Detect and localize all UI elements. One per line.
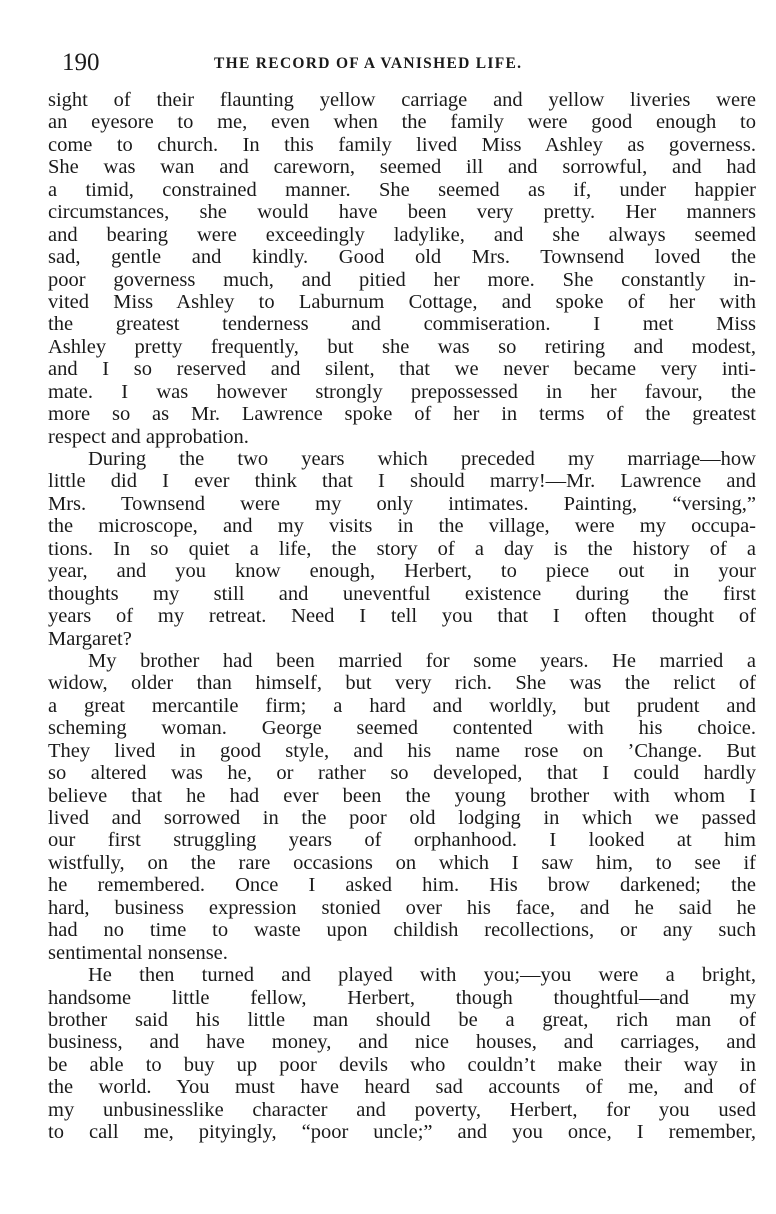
text-line: an eyesore to me, even when the family were good enough to bbox=[48, 111, 756, 134]
page-number: 190 bbox=[62, 49, 100, 76]
text-line: mate. I was however strongly prepossessed in her favour, the bbox=[48, 380, 756, 403]
text-line: little did I ever think that I should marry!—Mr. Lawrence and bbox=[48, 470, 756, 493]
text-line: a great mercantile firm; a hard and worldly, but prudent and bbox=[48, 694, 756, 717]
text-line: had no time to waste upon childish recollections, or any such bbox=[48, 919, 756, 942]
text-line: years of my retreat. Need I tell you that I often thought of bbox=[48, 605, 756, 628]
text-line: wistfully, on the rare occasions on which I saw him, to see if bbox=[48, 851, 756, 874]
text-line: scheming woman. George seemed contented with his choice. bbox=[48, 717, 756, 740]
body-text bbox=[48, 89, 756, 1144]
text-line: brother said his little man should be a great, rich man of bbox=[48, 1008, 756, 1031]
text-line: more so as Mr. Lawrence spoke of her in terms of the greatest bbox=[48, 403, 756, 426]
text-line: sight of their flaunting yellow carriage and yellow liveries were bbox=[48, 89, 756, 111]
text-line: be able to buy up poor devils who couldn’t make their way in bbox=[48, 1053, 756, 1076]
paragraph-start-line: My brother had been married for some years. He married a bbox=[88, 649, 756, 672]
text-line: to call me, pityingly, “poor uncle;” and you once, I remember, bbox=[48, 1121, 756, 1144]
text-line: poor governess much, and pitied her more. She constantly in- bbox=[48, 268, 756, 291]
text-line: our first struggling years of orphanhood. I looked at him bbox=[48, 829, 756, 852]
running-title: THE RECORD OF A VANISHED LIFE. bbox=[214, 55, 523, 72]
text-line: year, and you know enough, Herbert, to piece out in your bbox=[48, 560, 756, 583]
text-line: the greatest tenderness and commiseration. I met Miss bbox=[48, 313, 756, 336]
text-line: She was wan and careworn, seemed ill and sorrowful, and had bbox=[48, 156, 756, 179]
text-line: Ashley pretty frequently, but she was so retiring and modest, bbox=[48, 335, 756, 358]
text-line: Margaret? bbox=[48, 627, 132, 650]
text-line: handsome little fellow, Herbert, though thoughtful—and my bbox=[48, 986, 756, 1009]
text-line: sad, gentle and kindly. Good old Mrs. Townsend loved the bbox=[48, 246, 756, 269]
text-line: he remembered. Once I asked him. His brow darkened; the bbox=[48, 874, 756, 897]
text-line: vited Miss Ashley to Laburnum Cottage, and spoke of her with bbox=[48, 290, 756, 313]
text-line: a timid, constrained manner. She seemed as if, under happier bbox=[48, 178, 756, 201]
text-line: tions. In so quiet a life, the story of a day is the history of a bbox=[48, 537, 756, 560]
text-line: lived and sorrowed in the poor old lodging in which we passed bbox=[48, 807, 756, 829]
paragraph-start-line: He then turned and played with you;—you were a bright, bbox=[88, 964, 756, 987]
text-line: Mrs. Townsend were my only intimates. Painting, “versing,” bbox=[48, 492, 756, 515]
text-line: come to church. In this family lived Miss Ashley as governess. bbox=[48, 133, 756, 156]
text-line: my unbusinesslike character and poverty, Herbert, for you used bbox=[48, 1098, 756, 1121]
text-line: the microscope, and my visits in the village, were my occupa- bbox=[48, 515, 756, 538]
paragraph-start-line: During the two years which preceded my marriage—how bbox=[88, 448, 756, 470]
text-line: respect and approbation. bbox=[48, 425, 249, 448]
text-line: believe that he had ever been the young brother with whom I bbox=[48, 784, 756, 807]
page-header bbox=[62, 48, 762, 78]
text-line: and bearing were exceedingly ladylike, and she always seemed bbox=[48, 223, 756, 246]
text-line: hard, business expression stonied over his face, and he said he bbox=[48, 896, 756, 919]
text-line: circumstances, she would have been very pretty. Her manners bbox=[48, 201, 756, 224]
text-line: the world. You must have heard sad accounts of me, and of bbox=[48, 1076, 756, 1099]
text-line: sentimental nonsense. bbox=[48, 941, 228, 964]
text-line: so altered was he, or rather so developed, that I could hardly bbox=[48, 762, 756, 785]
text-line: thoughts my still and uneventful existence during the first bbox=[48, 582, 756, 605]
text-line: and I so reserved and silent, that we never became very inti- bbox=[48, 358, 756, 381]
text-line: business, and have money, and nice houses, and carriages, and bbox=[48, 1031, 756, 1054]
text-line: They lived in good style, and his name rose on ’Change. But bbox=[48, 739, 756, 762]
text-line: widow, older than himself, but very rich. She was the relict of bbox=[48, 672, 756, 695]
